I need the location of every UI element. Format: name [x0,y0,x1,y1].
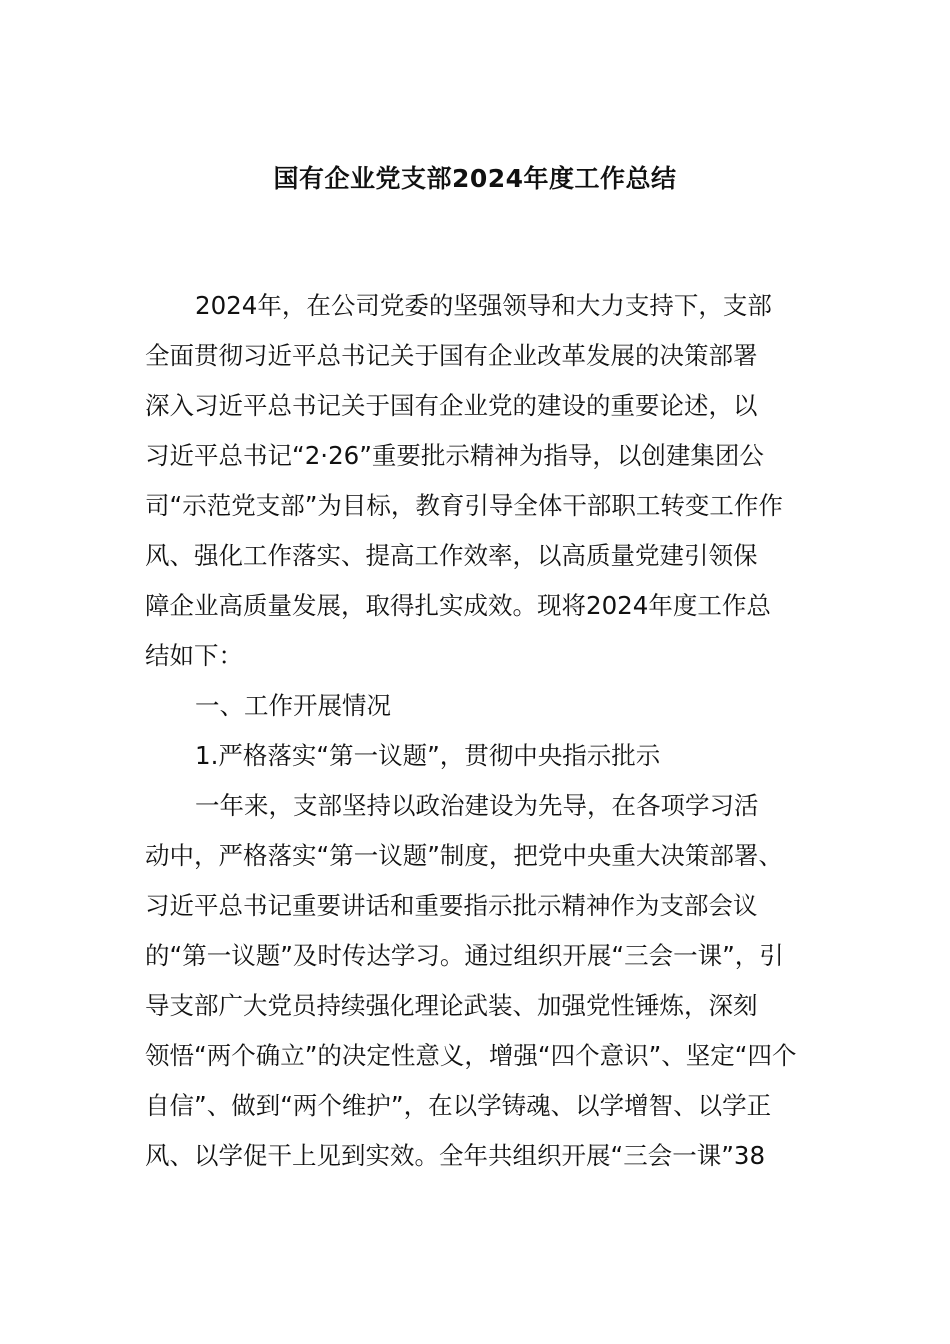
paragraph-line: 导支部广大党员持续强化理论武装、加强党性锤炼，深刻 [145,991,758,1020]
paragraph-line: 自信”、做到“两个维护”，在以学铸魂、以学增智、以学正 [145,1091,772,1120]
paragraph-line: 习近平总书记“2·26”重要批示精神为指导，以创建集团公 [145,441,764,470]
paragraph-line: 风、以学促干上见到实效。全年共组织开展“三会一课”38 [145,1141,766,1170]
paragraph-line: 司“示范党支部”为目标，教育引导全体干部职工转变工作作 [145,491,783,520]
paragraph-line: 风、强化工作落实、提高工作效率，以高质量党建引领保 [145,541,758,570]
paragraph-line: 的“第一议题”及时传达学习。通过组织开展“三会一课”，引 [145,941,784,970]
paragraph-line: 领悟“两个确立”的决定性意义，增强“四个意识”、坚定“四个 [145,1041,797,1070]
document-title: 国有企业党支部2024年度工作总结 [273,164,677,193]
subsection-heading: 1.严格落实“第一议题”，贯彻中央指示批示 [195,741,661,770]
paragraph-line: 深入习近平总书记关于国有企业党的建设的重要论述，以 [145,391,758,420]
paragraph-line: 动中，严格落实“第一议题”制度，把党中央重大决策部署、 [145,841,783,870]
paragraph-line: 2024年，在公司党委的坚强领导和大力支持下，支部 [195,291,772,320]
paragraph-line: 习近平总书记重要讲话和重要指示批示精神作为支部会议 [145,891,758,920]
paragraph-line: 结如下： [145,641,243,670]
document-body [145,281,810,1181]
paragraph-line: 一年来，支部坚持以政治建设为先导，在各项学习活 [195,791,759,820]
paragraph-line: 障企业高质量发展，取得扎实成效。现将2024年度工作总 [145,591,771,620]
paragraph-line: 全面贯彻习近平总书记关于国有企业改革发展的决策部署 [145,341,758,370]
section-heading: 一、工作开展情况 [195,691,391,720]
